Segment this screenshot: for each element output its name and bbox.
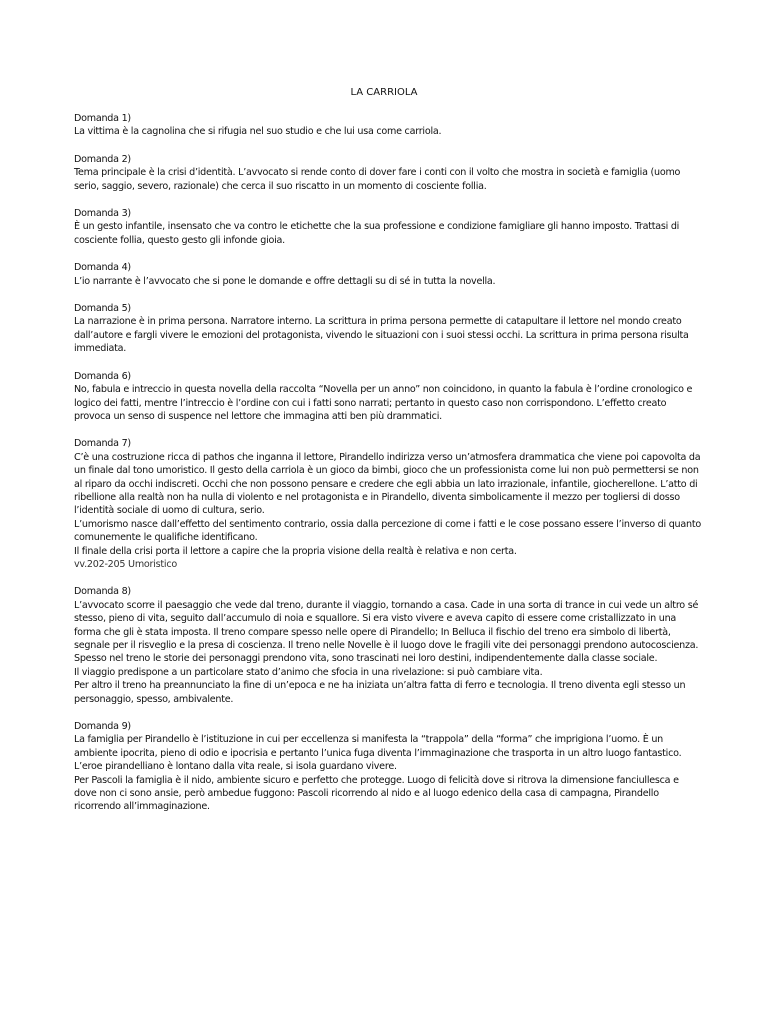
section-paragraph: Il viaggio predispone a un particolare stato d’animo che sfocia in una rivelazione: si può cambiare vita. (74, 666, 543, 678)
section-heading: Domanda 4) (74, 262, 131, 274)
section-domanda-9 (74, 720, 702, 814)
section-domanda-4 (74, 261, 702, 288)
section-paragraph: C’è una costruzione ricca di pathos che inganna il lettore, Pirandello indirizza verso un’atmosfera drammatica che viene poi capovolta da un finale dal tono umoristico. Il gesto della carriola è un gioco da bimbi, gioco che un professionista come lui non può permettersi se non al riparo da occhi indiscreti. Occhi che non possono pensare e credere che egli abbia un lato irrazionale, infantile, giocherellone. L’atto di ribellione alla realtà non ha nulla di violento e nel protagonista e in Pirandello, diventa simbolicamente il mezzo per togliersi di dosso l’identità sociale di uomo di cultura, serio. (74, 451, 701, 517)
section-paragraph: Il finale della crisi porta il lettore a capire che la propria visione della realtà è relativa e non certa. (74, 545, 517, 557)
section-heading: Domanda 1) (74, 113, 131, 124)
section-paragraph: La narrazione è in prima persona. Narratore interno. La scrittura in prima persona permette di catapultare il lettore nel mondo creato dall’autore e fargli vivere le emozioni del protagonista, vivendo le situazioni con i suoi stessi occhi. La scrittura in prima persona risulta immediata. (74, 316, 689, 355)
section-paragraph: L’umorismo nasce dall’effetto del sentimento contrario, ossia dalla percezione di come i fatti e le cose possano essere l’inverso di quanto comunemente le qualifiche identificano. (74, 518, 701, 544)
section-heading: Domanda 3) (74, 208, 131, 220)
section-paragraph: La famiglia per Pirandello è l’istituzione in cui per eccellenza si manifesta la “trappola” della “forma” che imprigiona l’uomo. È un ambiente ipocrita, pieno di odio e ipocrisia e pertanto l’unica fuga diventa l’immaginazione che trasporta in un altro luogo fantastico. L’eroe pirandelliano è lontano dalla vita reale, si isola guardano vivere. (74, 734, 682, 773)
section-domanda-6 (74, 370, 702, 424)
section-domanda-3 (74, 207, 702, 247)
section-domanda-8 (74, 585, 702, 706)
section-paragraph: L’avvocato scorre il paesaggio che vede dal treno, durante il viaggio, tornando a casa. Cade in una sorta di trance in cui vede un altro sé stesso, pieno di vita, seguito dall’accumulo di noia e squallore. Si era visto vivere e aveva capito di essere come cristallizzato in una forma che gli è stata imposta. Il treno compare spesso nelle opere di Pirandello; In Belluca il fischio del treno era simbolo di libertà, segnale per il risveglio e la presa di coscienza. Il treno nelle Novelle è il luogo dove le fragili vite dei personaggi prendono autocoscienza. Spesso nel treno le storie dei personaggi prendono vita, sono trascinati nei loro destini, indipendentemente dalla classe sociale. (74, 599, 699, 665)
verse-reference: vv.202-205 Umoristico (74, 558, 177, 570)
section-domanda-2 (74, 153, 702, 193)
section-heading: Domanda 9) (74, 721, 131, 733)
section-heading: Domanda 5) (74, 303, 131, 315)
section-heading: Domanda 8) (74, 586, 131, 598)
section-paragraph: La vittima è la cagnolina che si rifugia nel suo studio e che lui usa come carriola. (74, 126, 442, 138)
section-domanda-5 (74, 302, 702, 356)
section-paragraph: L’io narrante è l’avvocato che si pone le domande e offre dettagli su di sé in tutta la novella. (74, 275, 496, 287)
section-paragraph: No, fabula e intreccio in questa novella della raccolta “Novella per un anno” non coincidono, in quanto la fabula è l’ordine cronologico e logico dei fatti, mentre l’intreccio è l’ordine con cui i fatti sono narrati; pertanto in questo caso non corrispondono. L’effetto creato provoca un senso di suspence nel lettore che immagina atti ben più drammatici. (74, 384, 693, 422)
section-paragraph: Tema principale è la crisi d’identità. L’avvocato si rende conto di dover fare i conti con il volto che mostra in società e famiglia (uomo serio, saggio, severo, razionale) che cerca il suo riscatto in un momento di cosciente follia. (74, 167, 681, 192)
section-heading: Domanda 2) (74, 153, 131, 165)
document-body (74, 112, 702, 828)
document-title: LA CARRIOLA (350, 87, 418, 98)
section-paragraph: È un gesto infantile, insensato che va contro le etichette che la sua professione e condizione famigliare gli hanno imposto. Trattasi di cosciente follia, questo gesto gli infonde gioia. (74, 221, 680, 246)
section-paragraph: Per altro il treno ha preannunciato la fine di un’epoca e ne ha iniziata un’altra fatta di ferro e tecnologia. Il treno diventa egli stesso un personaggio, spesso, ambivalente. (74, 680, 686, 705)
section-heading: Domanda 6) (74, 370, 131, 382)
section-domanda-7 (74, 437, 702, 571)
section-domanda-1 (74, 112, 702, 139)
section-paragraph: Per Pascoli la famiglia è il nido, ambiente sicuro e perfetto che protegge. Luogo di felicità dove si ritrova la dimensione fanciullesca e dove non ci sono ansie, però ambedue fuggono: Pascoli ricorrendo al nido e al luogo edenico della casa di campagna, Pirandello ricorrendo all’immaginazione. (74, 774, 679, 813)
section-heading: Domanda 7) (74, 438, 131, 450)
